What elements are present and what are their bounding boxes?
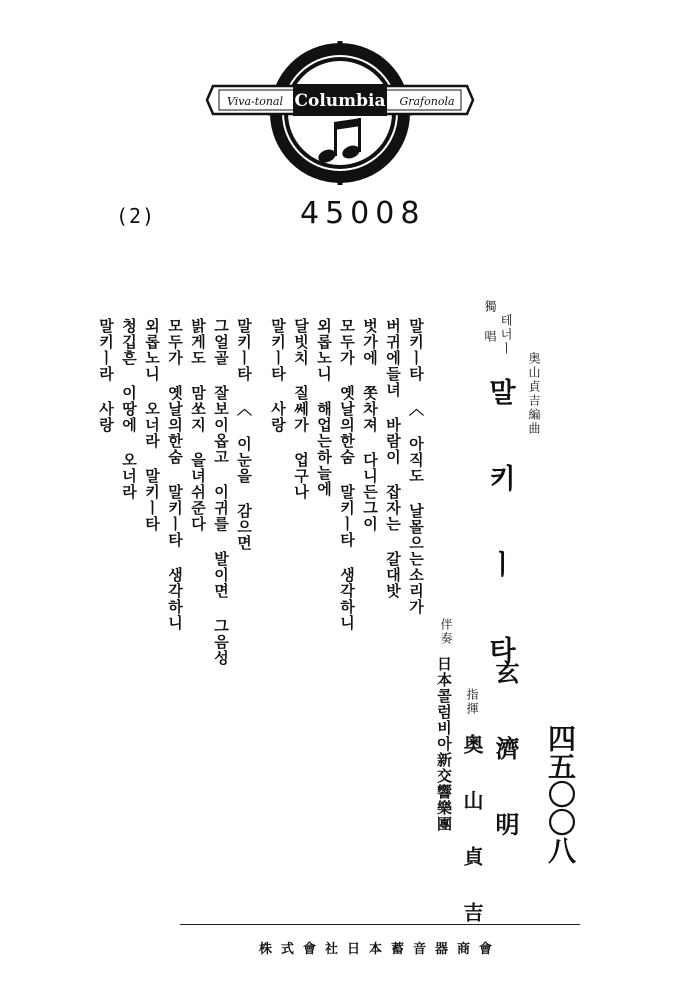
song-title: 말 키 ㅣ 타 xyxy=(484,378,515,677)
orchestra-name: 日本콜럼비아新交響樂團 xyxy=(435,656,453,832)
publisher-footer: 株式會社日本蓄音器商會 xyxy=(258,942,501,957)
verse2-line2: 그얼골 잘보이옵고 이귀를 발이면 그음성 xyxy=(212,318,230,666)
verse2-line3: 밝게도 맘쏘지 을녀쉬준다 xyxy=(189,318,207,532)
verse1-line2: 버귀에들녀 바람이 잡자는 갈대밧 xyxy=(384,318,402,599)
genre-tenor: 테너ㅣ xyxy=(499,314,513,356)
verse1-line7: 말키ㅣ타 사랑 xyxy=(269,318,287,433)
columbia-logo xyxy=(205,38,475,188)
brand-text: Columbia xyxy=(294,91,386,111)
footer-divider xyxy=(180,924,580,925)
accompaniment-label: 伴奏 xyxy=(439,618,453,646)
kanji-catalog-number: 四五〇〇八 xyxy=(544,724,577,864)
arranger-credit: 奥山貞吉編曲 xyxy=(527,352,541,436)
disc-side-number: (2) xyxy=(116,204,156,228)
viva-tonal-text: Viva-tonal xyxy=(227,95,283,108)
singer-name: 玄 濟 明 xyxy=(491,660,520,850)
catalog-number: 45008 xyxy=(300,196,426,231)
conductor-label: 指揮 xyxy=(465,688,479,716)
verse1-line6: 달빗치 질쎄가 업구나 xyxy=(292,318,310,500)
verse2-line1: 말키ㅣ타 〈 이눈을 감으면 xyxy=(235,318,253,551)
verse2-line4: 모두가 옛날의한숨 말키ㅣ타 생각하니 xyxy=(166,318,184,631)
verse1-line1: 말키ㅣ타 〈 아직도 날몰으는소리가 xyxy=(407,318,425,615)
genre-solo: 獨 唱 xyxy=(483,300,497,344)
columbia-logo-graphic xyxy=(205,38,475,188)
verse1-line3: 벗가에 쫏차져 다니든그이 xyxy=(361,318,379,532)
grafonola-text: Grafonola xyxy=(399,95,455,108)
verse2-line7: 말키ㅣ라 사랑 xyxy=(97,318,115,433)
conductor-name: 奥 山 貞 吉 xyxy=(460,734,484,928)
verse2-line6: 청깁흔 이땅에 오너라 xyxy=(120,318,138,500)
verse1-line4: 모두가 옛날의한숨 말키ㅣ타 생각하니 xyxy=(338,318,356,631)
verse1-line5: 외롭노니 해업는하늘에 xyxy=(315,318,333,497)
verse2-line5: 외롭노니 오너라 말키ㅣ타 xyxy=(143,318,161,532)
